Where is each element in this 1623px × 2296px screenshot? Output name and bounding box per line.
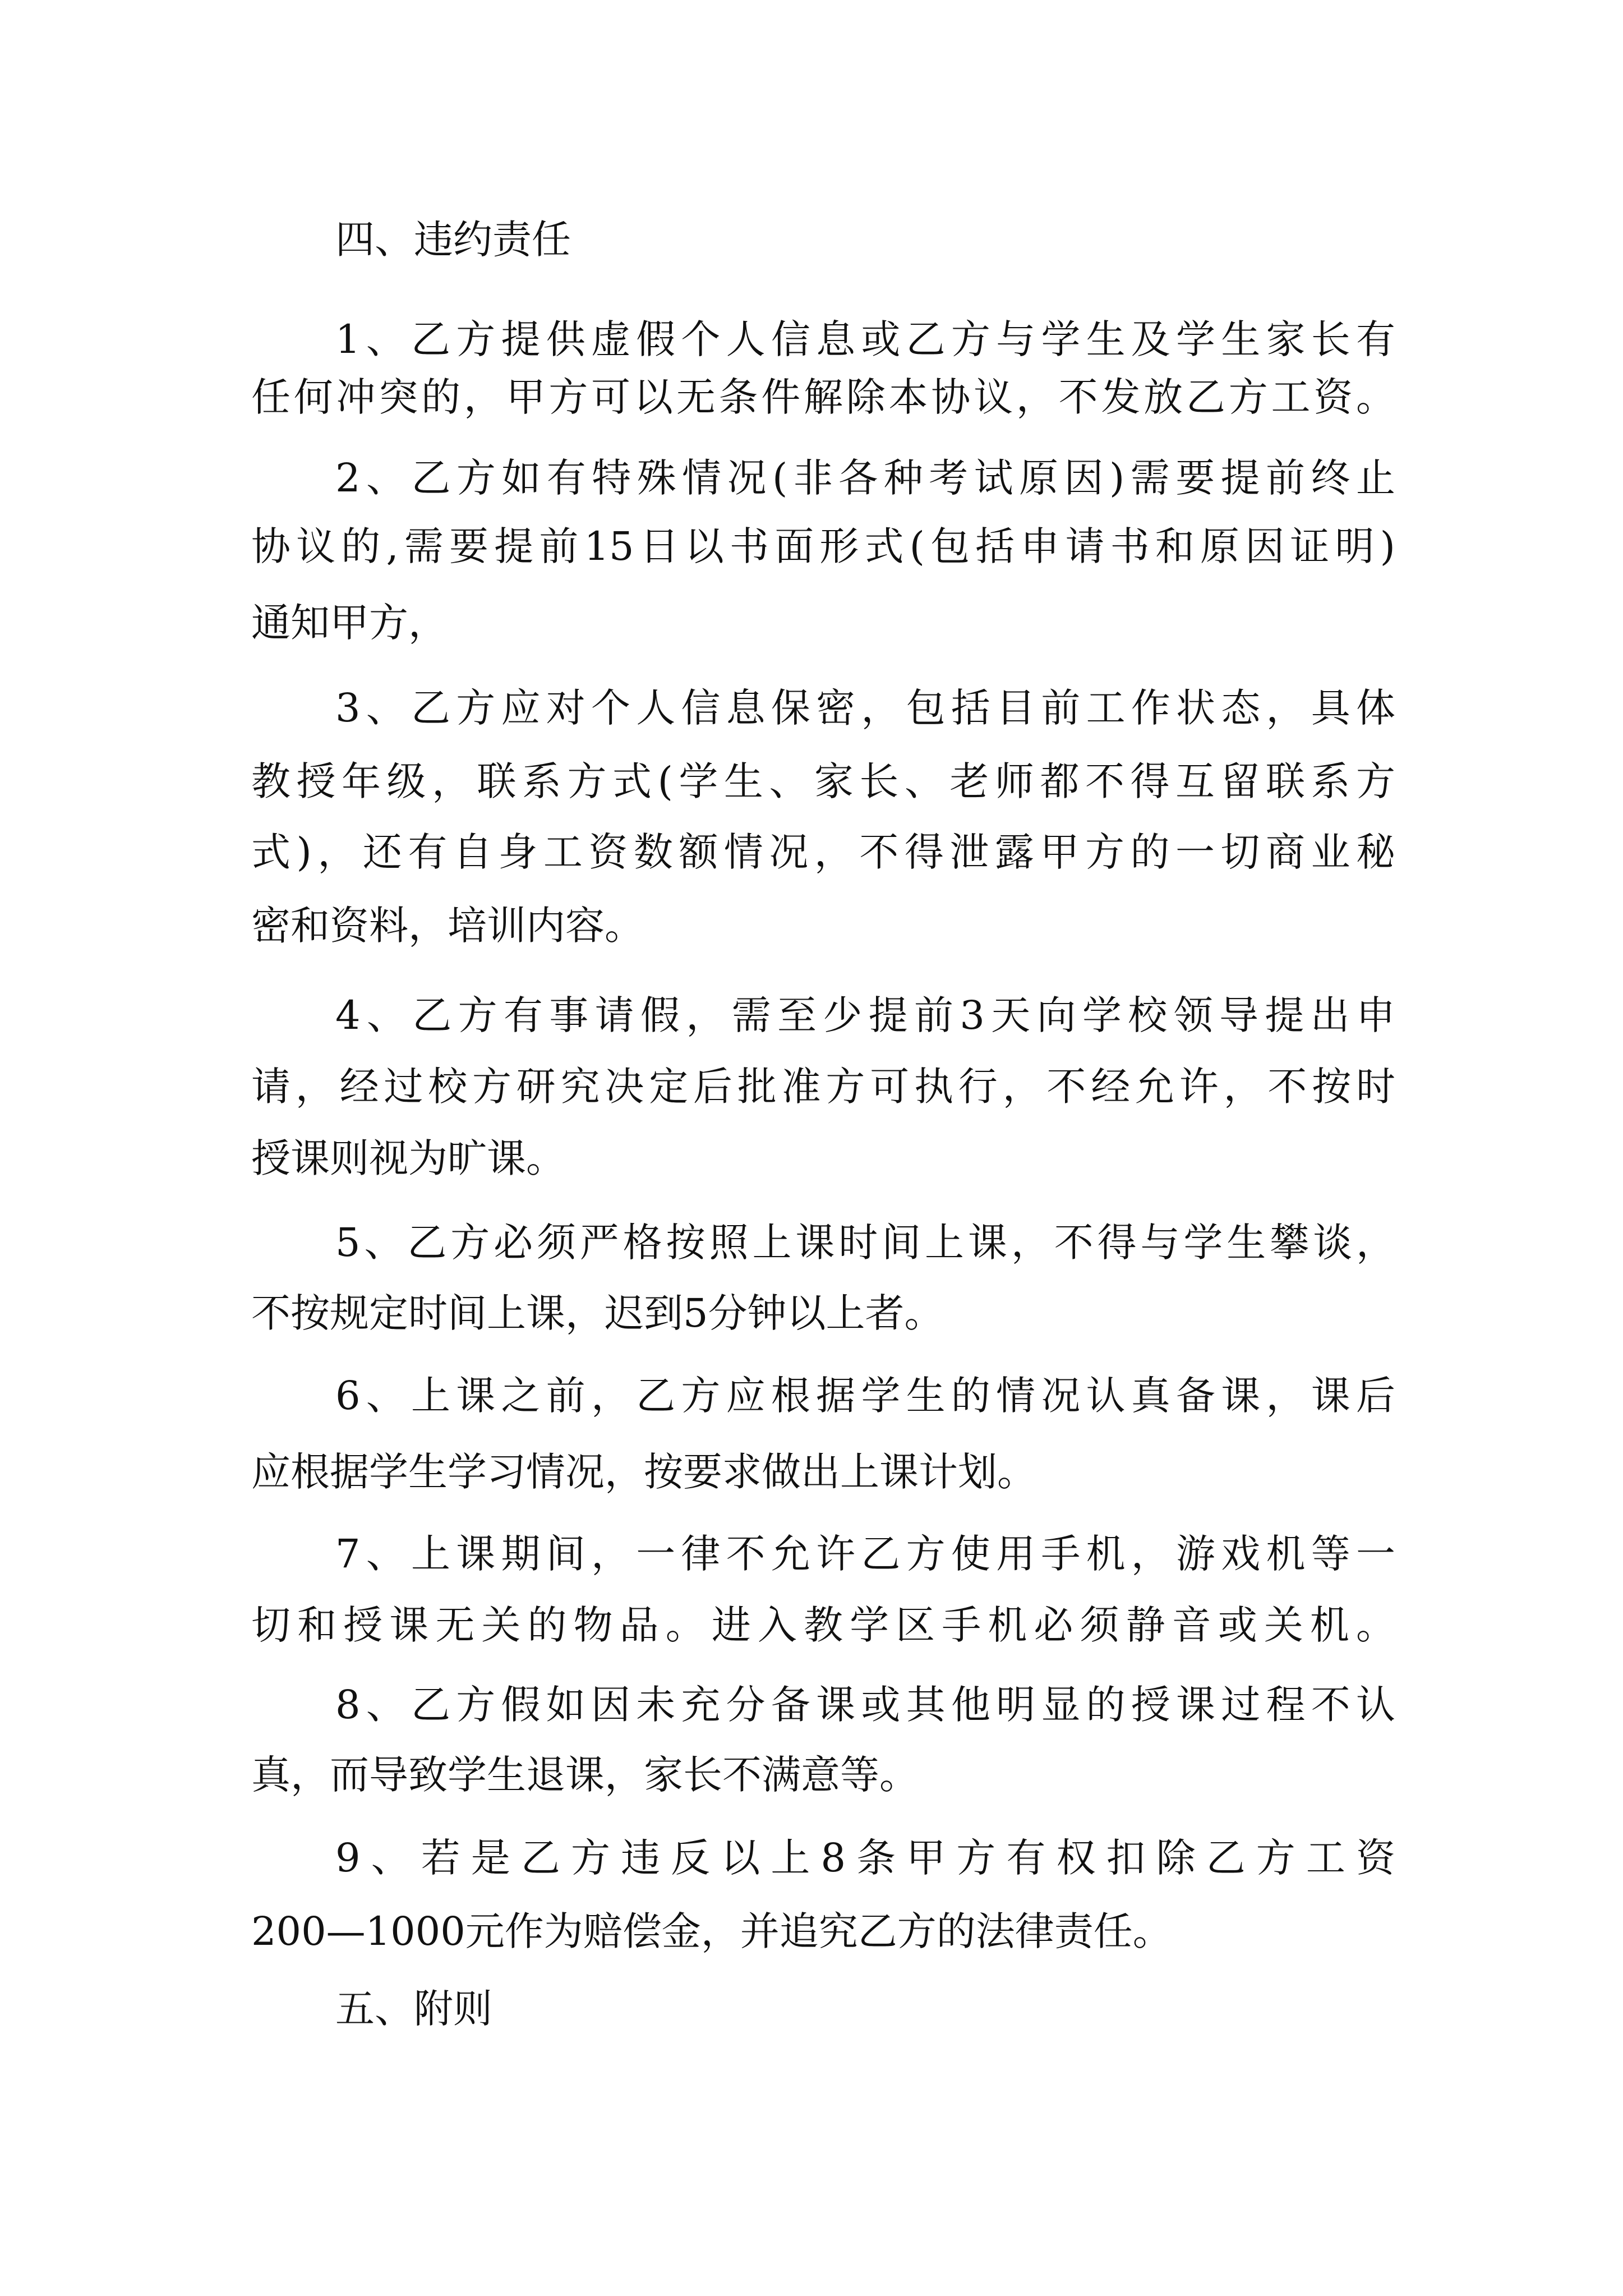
paragraph-line: 任何冲突的，甲方可以无条件解除本协议，不发放乙方工资。 bbox=[251, 374, 1395, 420]
paragraph-line: 9、若是乙方违反以上8条甲方有权扣除乙方工资 bbox=[335, 1835, 1395, 1881]
paragraph-line: 1、乙方提供虚假个人信息或乙方与学生及学生家长有 bbox=[335, 316, 1395, 362]
paragraph-line: 授课则视为旷课。 bbox=[251, 1135, 565, 1181]
paragraph-line: 真，而导致学生退课，家长不满意等。 bbox=[251, 1752, 919, 1798]
paragraph-line: 教授年级，联系方式(学生、家长、老师都不得互留联系方 bbox=[251, 758, 1395, 804]
paragraph-line: 不按规定时间上课，迟到5分钟以上者。 bbox=[251, 1290, 944, 1336]
section-heading: 四、违约责任 bbox=[335, 217, 571, 263]
paragraph-line: 6、上课之前，乙方应根据学生的情况认真备课，课后 bbox=[335, 1373, 1395, 1419]
paragraph-line: 协议的,需要提前15日以书面形式(包括申请书和原因证明) bbox=[251, 523, 1395, 569]
paragraph-line: 应根据学生学习情况，按要求做出上课计划。 bbox=[251, 1449, 1036, 1495]
paragraph-line: 3、乙方应对个人信息保密，包括目前工作状态，具体 bbox=[335, 685, 1395, 731]
paragraph-line: 4、乙方有事请假，需至少提前3天向学校领导提出申 bbox=[335, 992, 1395, 1038]
section-heading: 五、附则 bbox=[335, 1986, 492, 2032]
paragraph-line: 2、乙方如有特殊情况(非各种考试原因)需要提前终止 bbox=[335, 455, 1395, 501]
paragraph-line: 5、乙方必须严格按照上课时间上课，不得与学生攀谈， bbox=[335, 1220, 1395, 1266]
paragraph-line: 请，经过校方研究决定后批准方可执行，不经允许，不按时 bbox=[251, 1064, 1395, 1110]
paragraph-line: 密和资料，培训内容。 bbox=[251, 903, 644, 949]
paragraph-line: 8、乙方假如因未充分备课或其他明显的授课过程不认 bbox=[335, 1682, 1395, 1728]
paragraph-line: 通知甲方， bbox=[251, 600, 448, 646]
paragraph-line: 200—1000元作为赔偿金，并追究乙方的法律责任。 bbox=[251, 1908, 1172, 1954]
paragraph-line: 7、上课期间，一律不允许乙方使用手机，游戏机等一 bbox=[335, 1531, 1395, 1577]
paragraph-line: 切和授课无关的物品。进入教学区手机必须静音或关机。 bbox=[251, 1602, 1395, 1648]
paragraph-line: 式)，还有自身工资数额情况，不得泄露甲方的一切商业秘 bbox=[251, 829, 1395, 875]
